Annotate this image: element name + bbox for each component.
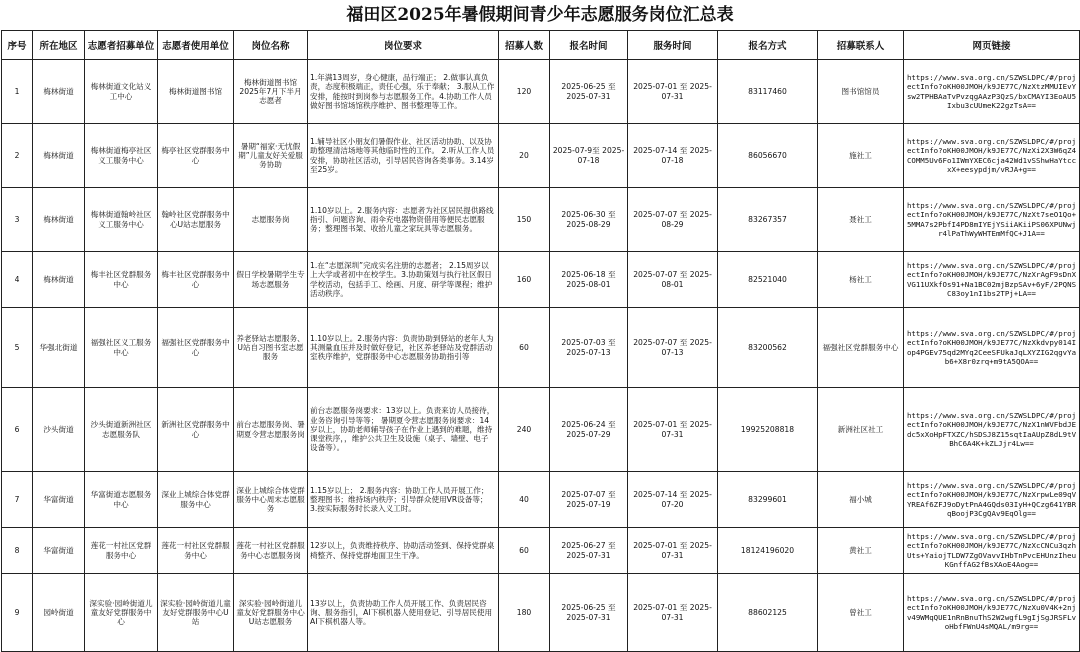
header-area: 所在地区 (33, 31, 85, 60)
cell-area: 园岭街道 (33, 574, 85, 652)
table-row (2, 574, 1080, 652)
cell-count: 60 (499, 528, 550, 574)
cell-count: 180 (499, 574, 550, 652)
cell-count: 60 (499, 308, 550, 388)
cell-contact: 福强社区党群服务中心 (818, 308, 904, 388)
cell-user: 福强社区党群服务中心 (158, 308, 234, 388)
cell-post: 养老驿站志愿服务、U站自习图书室志愿服务 (234, 308, 308, 388)
table-row (2, 472, 1080, 528)
cell-contact: 图书馆馆员 (818, 60, 904, 124)
cell-post: 前台志愿服务岗、暑期夏令营志愿服务岗 (234, 388, 308, 472)
cell-service-time: 2025-07-01 至 2025-07-31 (628, 574, 718, 652)
cell-recruiter: 梅林街道翰岭社区义工服务中心 (85, 188, 158, 252)
cell-requirements: 1.15岁以上； 2.服务内容：协助工作人员开展工作；整理图书；维持场内秩序；引导群众使用VR设备等； 3.按实际服务时长录入义工时。 (308, 472, 499, 528)
cell-contact: 杨社工 (818, 252, 904, 308)
cell-method: 83117460 (718, 60, 818, 124)
cell-service-time: 2025-07-01 至 2025-07-31 (628, 528, 718, 574)
cell-post: 志愿服务岗 (234, 188, 308, 252)
cell-no: 4 (2, 252, 33, 308)
cell-count: 40 (499, 472, 550, 528)
cell-service-time: 2025-07-07 至 2025-07-13 (628, 308, 718, 388)
cell-requirements: 1.10岁以上。2.服务内容：负责协助到驿站的老年人为其测量血压并及时做好登记，社区养老驿站及党群活动室秩序维护，党群服务中心志愿服务协助指引等 (308, 308, 499, 388)
cell-signup-time: 2025-07-9至 2025-07-18 (550, 124, 628, 188)
cell-no: 9 (2, 574, 33, 652)
cell-contact: 福小城 (818, 472, 904, 528)
table-row (2, 388, 1080, 472)
cell-user: 深实验·园岭街道儿童友好党群服务中心U站 (158, 574, 234, 652)
cell-recruiter: 梅林街道梅亭社区义工服务中心 (85, 124, 158, 188)
cell-link[interactable]: https://www.sva.org.cn/SZWSLDPC/#/projectInfo?oKH00JMOH/k9JE77C/NzXcCNCu3qzhUts+YaiojTLDW7ZgOVavvIHbTnPvcEHUnzIheuKGnffAG2fBsXAoE4Aog== (904, 528, 1080, 574)
header-no: 序号 (2, 31, 33, 60)
cell-contact: 聂社工 (818, 188, 904, 252)
header-contact: 招募联系人 (818, 31, 904, 60)
cell-area: 华强北街道 (33, 308, 85, 388)
header-row (2, 31, 1080, 60)
cell-method: 82521040 (718, 252, 818, 308)
cell-post: 假日学校暑期学生专场志愿服务 (234, 252, 308, 308)
cell-contact: 施社工 (818, 124, 904, 188)
cell-signup-time: 2025-07-07 至 2025-07-19 (550, 472, 628, 528)
cell-user: 梅丰社区党群服务中心 (158, 252, 234, 308)
cell-signup-time: 2025-06-25 至 2025-07-31 (550, 60, 628, 124)
cell-signup-time: 2025-06-27 至 2025-07-31 (550, 528, 628, 574)
cell-post: 莲花一村社区党群服务中心志愿服务岗 (234, 528, 308, 574)
cell-signup-time: 2025-07-03 至 2025-07-13 (550, 308, 628, 388)
cell-no: 2 (2, 124, 33, 188)
cell-recruiter: 莲花一村社区党群服务中心 (85, 528, 158, 574)
cell-count: 120 (499, 60, 550, 124)
cell-link[interactable]: https://www.sva.org.cn/SZWSLDPC/#/projectInfo?oKH00JMOH/k9JE77C/NzXrpwLe09qVYREAf6ZFJ9oDytPnA4GQds03IyH+QCzg641YBRqBoojP3CgQAv9EqOlg== (904, 472, 1080, 528)
table-row (2, 188, 1080, 252)
cell-user: 翰岭社区党群服务中心U站志愿服务 (158, 188, 234, 252)
cell-link[interactable]: https://www.sva.org.cn/SZWSLDPC/#/projectInfo?oKH00JMOH/k9JE77C/NzXtzMMUIEvYsw2TPHBAaTvPvzqgAAzP3QzS/bxCMAYI3EoAU5Ixbu3cUUmeK22gzTsA== (904, 60, 1080, 124)
cell-area: 梅林街道 (33, 252, 85, 308)
cell-no: 5 (2, 308, 33, 388)
cell-method: 86056670 (718, 124, 818, 188)
cell-no: 6 (2, 388, 33, 472)
cell-requirements: 前台志愿服务岗要求：13岁以上。负责来访人员接待，业务咨询引导等等； 暑期夏令营志愿服务岗要求：14岁以上，协助老师辅导孩子在作业上遇到的难题，维持课堂秩序，，维护公共卫生及设施（桌子、墙壁、电子设备等）。 (308, 388, 499, 472)
cell-no: 1 (2, 60, 33, 124)
cell-method: 18124196020 (718, 528, 818, 574)
cell-user: 梅林街道图书馆 (158, 60, 234, 124)
cell-user: 深业上城综合体党群服务中心 (158, 472, 234, 528)
cell-post: 梅林街道图书馆2025年7月下半月志愿者 (234, 60, 308, 124)
cell-count: 20 (499, 124, 550, 188)
table-row (2, 60, 1080, 124)
cell-requirements: 13岁以上，负责协助工作人员开展工作、负责居民咨询、服务指引，AI下棋机器人使用登记、引导居民使用AI下棋机器人等。 (308, 574, 499, 652)
cell-recruiter: 沙头街道新洲社区志愿服务队 (85, 388, 158, 472)
cell-service-time: 2025-07-14 至 2025-07-20 (628, 472, 718, 528)
cell-method: 83299601 (718, 472, 818, 528)
cell-post: 深实验·园岭街道儿童友好党群服务中心U站志愿服务 (234, 574, 308, 652)
cell-method: 88602125 (718, 574, 818, 652)
cell-recruiter: 梅林街道文化站义工中心 (85, 60, 158, 124)
header-service-time: 服务时间 (628, 31, 718, 60)
cell-signup-time: 2025-06-25 至 2025-07-31 (550, 574, 628, 652)
cell-post: 深业上城综合体党群服务中心周末志愿服务 (234, 472, 308, 528)
cell-requirements: 1.辅导社区小朋友们暑假作业、社区活动协助、以及协助整理清洁场地等其他临时性的工作。 2.听从工作人员安排，协助社区活动，引导居民咨询各类事务。3.14岁至25岁。 (308, 124, 499, 188)
cell-signup-time: 2025-06-18 至 2025-08-01 (550, 252, 628, 308)
cell-recruiter: 华富街道志愿服务中心 (85, 472, 158, 528)
cell-contact: 黄社工 (818, 528, 904, 574)
cell-link[interactable]: https://www.sva.org.cn/SZWSLDPC/#/projectInfo?oKH00JMOH/k9JE77C/NzXi2X3W6qZ4COMM5Uv6Fo1IWmYXEC6cja42Wd1vSShwHaYtccxX+eesypdjm/vRJA+g== (904, 124, 1080, 188)
page-title: 福田区2025年暑假期间青少年志愿服务岗位汇总表 (346, 5, 734, 25)
cell-signup-time: 2025-06-30 至 2025-08-29 (550, 188, 628, 252)
table-row (2, 252, 1080, 308)
cell-recruiter: 福强社区义工服务中心 (85, 308, 158, 388)
cell-requirements: 1.在“志愿深圳”完成实名注册的志愿者； 2.15周岁以上大学或者初中在校学生。3.协助策划与执行社区假日学校活动，包括手工、绘画、月度、研学等课程；维护活动秩序。 (308, 252, 499, 308)
header-recruiter: 志愿者招募单位 (85, 31, 158, 60)
cell-count: 240 (499, 388, 550, 472)
cell-link[interactable]: https://www.sva.org.cn/SZWSLDPC/#/projectInfo?oKH00JMOH/k9JE77C/NzX1nWVFbdJEdc5xXoHpFTXZC/hSDSJ8Z15sqtIaAUpZ8dL9tVBhC6A4K+kZLJjr4Lw== (904, 388, 1080, 472)
cell-area: 梅林街道 (33, 124, 85, 188)
cell-recruiter: 深实验·园岭街道儿童友好党群服务中心 (85, 574, 158, 652)
cell-service-time: 2025-07-07 至 2025-08-29 (628, 188, 718, 252)
cell-area: 华富街道 (33, 528, 85, 574)
cell-requirements: 1.年满13周岁，身心健康，品行端正； 2.做事认真负责，态度积极端正，责任心强，乐于奉献； 3.服从工作安排，能按时到岗参与志愿服务工作。4.协助工作人员做好图书馆场馆秩序维护、图书整理等工作。 (308, 60, 499, 124)
cell-requirements: 12岁以上，负责维持秩序、协助活动签到、保持党群桌椅整齐、保持党群地面卫生干净。 (308, 528, 499, 574)
cell-post: 暑期“福家·无忧假期”儿童友好关爱服务协助 (234, 124, 308, 188)
cell-area: 梅林街道 (33, 60, 85, 124)
cell-link[interactable]: https://www.sva.org.cn/SZWSLDPC/#/projectInfo?oKH00JMOH/k9JE77C/NzXu0V4K+2njv49WMqQUE1nRnBnuThS2W2wgfL9gIjSgJRSFLvoHbfFWnU4sMQAL/m9rg== (904, 574, 1080, 652)
header-count: 招募人数 (499, 31, 550, 60)
cell-service-time: 2025-07-01 至 2025-07-31 (628, 388, 718, 472)
cell-link[interactable]: https://www.sva.org.cn/SZWSLDPC/#/projectInfo?oKH00JMOH/k9JE77C/NzXt7seO1Qo+5MMA7s2PbfI4PD8mIYEjYSiiAKiiPS06XPUNwjr4lPaThWyWHTEmMfQC+J1A== (904, 188, 1080, 252)
cell-method: 83200562 (718, 308, 818, 388)
cell-area: 沙头街道 (33, 388, 85, 472)
cell-contact: 曾社工 (818, 574, 904, 652)
cell-no: 8 (2, 528, 33, 574)
cell-method: 19925208818 (718, 388, 818, 472)
cell-link[interactable]: https://www.sva.org.cn/SZWSLDPC/#/projectInfo?oKH00JMOH/k9JE77C/NzXkdvpy014Iop4PGEv75qd2MYq2CeeSFUkaJqLXYZIG2qgvYab6+X8r0zrq+m9tA5QOA== (904, 308, 1080, 388)
cell-user: 新洲社区党群服务中心 (158, 388, 234, 472)
cell-user: 莲花一村社区党群服务中心 (158, 528, 234, 574)
header-post: 岗位名称 (234, 31, 308, 60)
cell-count: 160 (499, 252, 550, 308)
cell-contact: 新洲社区社工 (818, 388, 904, 472)
table-row (2, 124, 1080, 188)
cell-no: 3 (2, 188, 33, 252)
cell-area: 梅林街道 (33, 188, 85, 252)
table-row (2, 528, 1080, 574)
cell-user: 梅亭社区党群服务中心 (158, 124, 234, 188)
cell-method: 83267357 (718, 188, 818, 252)
cell-requirements: 1.10岁以上。2.服务内容：志愿者为社区居民提供路线指引、问题咨询、雨伞充电器物资借用等便民志愿服务；整理图书架、收拾儿童之家玩具等志愿服务。 (308, 188, 499, 252)
cell-count: 150 (499, 188, 550, 252)
cell-service-time: 2025-07-01 至 2025-07-31 (628, 60, 718, 124)
header-user: 志愿者使用单位 (158, 31, 234, 60)
cell-service-time: 2025-07-14 至 2025-07-18 (628, 124, 718, 188)
header-link: 网页链接 (904, 31, 1080, 60)
cell-service-time: 2025-07-07 至 2025-08-01 (628, 252, 718, 308)
cell-signup-time: 2025-06-24 至 2025-07-29 (550, 388, 628, 472)
cell-no: 7 (2, 472, 33, 528)
table-row (2, 308, 1080, 388)
cell-area: 华富街道 (33, 472, 85, 528)
header-method: 报名方式 (718, 31, 818, 60)
volunteer-table (1, 30, 1080, 652)
cell-recruiter: 梅丰社区党群服务中心 (85, 252, 158, 308)
header-requirements: 岗位要求 (308, 31, 499, 60)
header-signup-time: 报名时间 (550, 31, 628, 60)
cell-link[interactable]: https://www.sva.org.cn/SZWSLDPC/#/projectInfo?oKH00JMOH/k9JE77C/NzXrAgF9sDnXVG11UXkfOs91+Na1BC02mjBzpSAv+6yF/2PQNSC83oy1nI1bs2TPj+LA== (904, 252, 1080, 308)
